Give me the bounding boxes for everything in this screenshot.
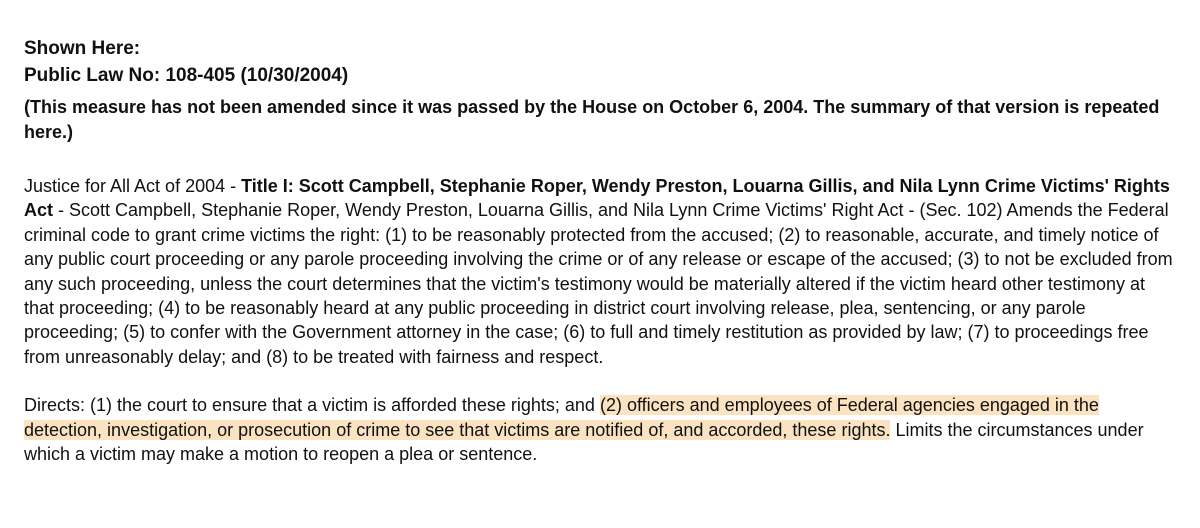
public-law-title: Public Law No: 108-405 (10/30/2004)	[24, 65, 349, 86]
summary-header	[24, 35, 1200, 89]
summary-paragraph	[24, 174, 1174, 369]
summary-body: - Scott Campbell, Stephanie Roper, Wendy Preston, Louarna Gillis, and Nila Lynn Crime Victims' Right Act - (Sec. 102) Amends the Federal criminal code to grant crime victims the right: (1) to be reasonably protected from the accused; (2) to reasonable, accurate, and timely notice of any public court proceeding or any parole proceeding involving the crime or of any release or escape of the accused; (3) to not be excluded from any such proceeding, unless the court determines that the victim's testimony would be materially altered if the victim heard other testimony at that proceeding; (4) to be reasonably heard at any public proceeding in district court involving release, plea, sentencing, or any parole proceeding; (5) to confer with the Government attorney in the case; (6) to full and timely restitution as provided by law; (7) to proceedings free from unreasonably delay; and (8) to be treated with fairness and respect.	[24, 200, 1173, 367]
directs-paragraph	[24, 393, 1174, 466]
title-heading: Title I: Scott Campbell, Stephanie Roper, Wendy Preston, Louarna Gillis, and Nila Lynn Crime Victims' Rights Act	[24, 176, 1170, 221]
amendment-note: (This measure has not been amended since it was passed by the House on October 6, 2004. The summary of that version is repeated here.)	[24, 97, 1160, 142]
shown-here-label: Shown Here:	[24, 38, 141, 59]
act-intro: Justice for All Act of 2004 -	[24, 176, 242, 196]
highlighted-text: (2) officers and employees of Federal agencies engaged in the detection, investigation, or prosecution of crime to see that victims are notified of, and accorded, these rights.	[24, 395, 1099, 440]
directs-after: Limits the circumstances under which a victim may make a motion to reopen a plea or sentence.	[24, 419, 1144, 465]
directs-before: Directs: (1) the court to ensure that a victim is afforded these rights; and	[24, 395, 600, 416]
